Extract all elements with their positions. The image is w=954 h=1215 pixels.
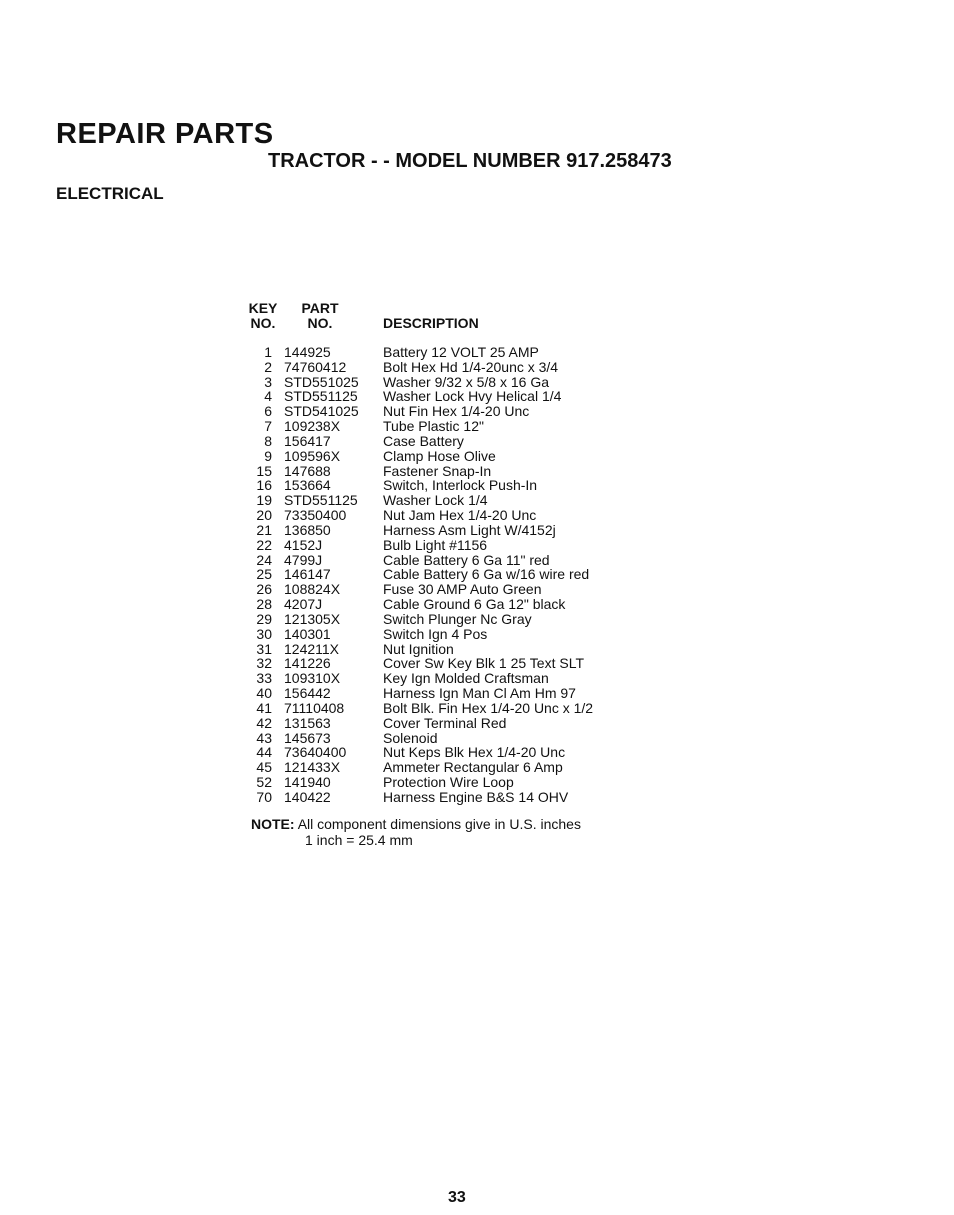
parts-row: [248, 508, 648, 523]
part-description: Washer Lock 1/4: [383, 492, 488, 509]
part-no: 146147: [284, 566, 331, 583]
part-no: 109596X: [284, 447, 341, 464]
part-no: 153664: [284, 477, 331, 494]
part-no: 131563: [284, 714, 331, 731]
part-description: Washer Lock Hvy Helical 1/4: [383, 388, 562, 405]
parts-row: [248, 478, 648, 493]
part-description: Cable Ground 6 Ga 12" black: [383, 596, 566, 613]
page-title: REPAIR PARTS: [56, 118, 274, 150]
note-conversion: 1 inch = 25.4 mm: [305, 832, 413, 848]
part-description: Washer 9/32 x 5/8 x 16 Ga: [383, 373, 550, 390]
key-no: 29: [256, 610, 272, 627]
part-no: 124211X: [284, 640, 340, 657]
column-header-part-no: PART NO.: [301, 300, 339, 331]
parts-row: [248, 493, 648, 508]
parts-row: [248, 449, 648, 464]
parts-row: [248, 464, 648, 479]
part-no: 4207J: [284, 596, 323, 613]
parts-row: [248, 731, 648, 746]
part-no: 109310X: [284, 670, 341, 687]
key-no: 16: [256, 477, 272, 494]
part-no: 147688: [284, 462, 331, 479]
part-description: Harness Asm Light W/4152j: [383, 521, 556, 538]
part-no: 109238X: [284, 418, 341, 435]
part-description: Clamp Hose Olive: [383, 447, 496, 464]
part-description: Nut Fin Hex 1/4-20 Unc: [383, 403, 530, 420]
part-no: 145673: [284, 729, 331, 746]
parts-list: [248, 345, 648, 805]
key-no: 4: [264, 388, 272, 405]
part-no: 121433X: [284, 759, 341, 776]
part-no: 4152J: [284, 536, 323, 553]
key-no: 52: [256, 774, 272, 791]
key-no: 24: [256, 551, 272, 568]
part-no: STD551025: [284, 373, 359, 390]
part-description: Bulb Light #1156: [383, 536, 488, 553]
part-description: Switch, Interlock Push-In: [383, 477, 538, 494]
parts-row: [248, 745, 648, 760]
part-no: 144925: [284, 344, 331, 360]
section-heading: ELECTRICAL: [56, 184, 164, 203]
parts-row: [248, 360, 648, 375]
part-description: Nut Jam Hex 1/4-20 Unc: [383, 507, 537, 524]
key-no: 25: [256, 566, 272, 583]
parts-row: [248, 775, 648, 790]
part-no: 136850: [284, 521, 331, 538]
parts-row: [248, 419, 648, 434]
parts-row: [248, 582, 648, 597]
part-no: 71110408: [284, 699, 345, 716]
key-no: 3: [264, 373, 272, 390]
key-no: 28: [256, 596, 272, 613]
part-description: Bolt Blk. Fin Hex 1/4-20 Unc x 1/2: [383, 699, 594, 716]
key-no: 31: [256, 640, 272, 657]
key-no: 33: [256, 670, 272, 687]
key-no: 19: [256, 492, 272, 509]
parts-row: [248, 686, 648, 701]
key-no: 6: [264, 403, 272, 420]
part-description: Battery 12 VOLT 25 AMP: [383, 344, 539, 360]
part-description: Case Battery: [383, 432, 464, 449]
parts-row: [248, 612, 648, 627]
note-text: All component dimensions give in U.S. inches: [297, 816, 581, 832]
part-description: Cover Terminal Red: [383, 714, 507, 731]
parts-row: [248, 567, 648, 582]
part-description: Key Ign Molded Craftsman: [383, 670, 549, 687]
key-no: 45: [256, 759, 272, 776]
part-no: 141226: [284, 655, 331, 672]
part-description: Harness Ign Man Cl Am Hm 97: [383, 685, 576, 702]
part-no: STD551125: [284, 492, 358, 509]
part-no: 4799J: [284, 551, 323, 568]
parts-row: [248, 716, 648, 731]
part-description: Ammeter Rectangular 6 Amp: [383, 759, 563, 776]
key-no: 70: [256, 788, 272, 805]
part-no: 108824X: [284, 581, 341, 598]
key-no: 42: [256, 714, 272, 731]
parts-row: [248, 642, 648, 657]
parts-row: [248, 790, 648, 805]
key-no: 9: [264, 447, 272, 464]
parts-row: [248, 656, 648, 671]
part-description: Protection Wire Loop: [383, 774, 514, 791]
key-no: 30: [256, 625, 272, 642]
parts-row: [248, 597, 648, 612]
parts-row: [248, 760, 648, 775]
part-no: STD541025: [284, 403, 359, 420]
page-number: 33: [448, 1189, 466, 1206]
part-description: Nut Ignition: [383, 640, 454, 657]
parts-row: [248, 701, 648, 716]
key-no: 2: [264, 358, 272, 375]
part-no: STD551125: [284, 388, 358, 405]
key-no: 40: [256, 685, 272, 702]
parts-row: [248, 389, 648, 404]
part-no: 156442: [284, 685, 331, 702]
key-no: 43: [256, 729, 272, 746]
part-description: Solenoid: [383, 729, 438, 746]
part-no: 121305X: [284, 610, 341, 627]
part-description: Harness Engine B&S 14 OHV: [383, 788, 569, 805]
key-no: 7: [264, 418, 272, 435]
key-no: 15: [256, 462, 272, 479]
part-no: 73640400: [284, 744, 347, 761]
part-no: 141940: [284, 774, 331, 791]
key-no: 20: [256, 507, 272, 524]
key-no: 44: [256, 744, 272, 761]
part-description: Bolt Hex Hd 1/4-20unc x 3/4: [383, 358, 559, 375]
part-description: Cable Battery 6 Ga 11" red: [383, 551, 550, 568]
parts-row: [248, 404, 648, 419]
part-description: Fastener Snap-In: [383, 462, 492, 479]
part-description: Cable Battery 6 Ga w/16 wire red: [383, 566, 590, 583]
part-description: Switch Plunger Nc Gray: [383, 610, 532, 627]
parts-row: [248, 553, 648, 568]
part-no: 156417: [284, 432, 331, 449]
key-no: 21: [256, 521, 272, 538]
parts-row: [248, 434, 648, 449]
part-no: 140301: [284, 625, 331, 642]
column-header-key-no: KEY NO.: [248, 300, 278, 331]
parts-row: [248, 538, 648, 553]
part-description: Nut Keps Blk Hex 1/4-20 Unc: [383, 744, 566, 761]
part-description: Fuse 30 AMP Auto Green: [383, 581, 542, 598]
note: [251, 816, 581, 832]
key-no: 32: [256, 655, 272, 672]
key-no: 41: [256, 699, 272, 716]
part-description: Tube Plastic 12": [383, 418, 484, 435]
parts-row: [248, 627, 648, 642]
part-no: 140422: [284, 788, 331, 805]
parts-row: [248, 345, 648, 360]
model-subtitle: TRACTOR - - MODEL NUMBER 917.258473: [268, 150, 672, 172]
key-no: 1: [264, 344, 272, 360]
parts-row: [248, 671, 648, 686]
part-description: Cover Sw Key Blk 1 25 Text SLT: [383, 655, 585, 672]
key-no: 22: [256, 536, 272, 553]
note-label: NOTE:: [251, 816, 295, 832]
column-header-description: DESCRIPTION: [383, 315, 479, 331]
parts-row: [248, 523, 648, 538]
key-no: 26: [256, 581, 272, 598]
part-no: 74760412: [284, 358, 347, 375]
key-no: 8: [264, 432, 272, 449]
part-description: Switch Ign 4 Pos: [383, 625, 488, 642]
part-no: 73350400: [284, 507, 347, 524]
parts-row: [248, 375, 648, 390]
